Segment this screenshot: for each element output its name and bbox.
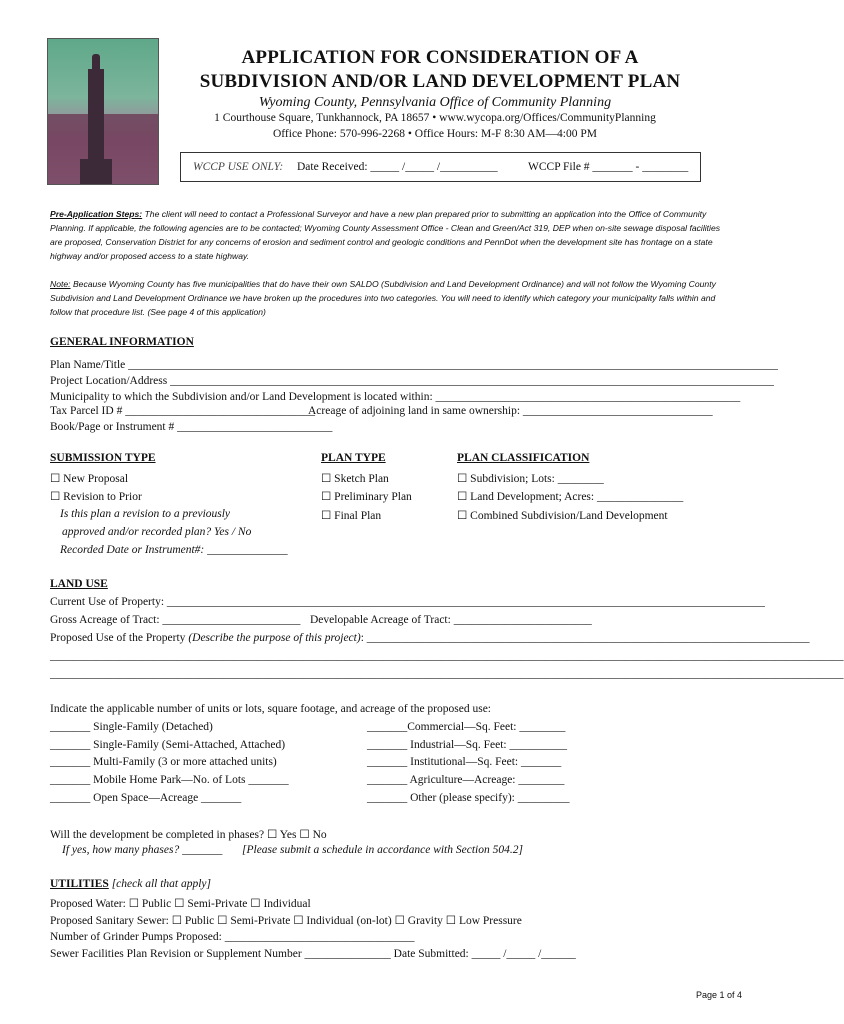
page-title: APPLICATION FOR CONSIDERATION OF A (241, 47, 639, 68)
monument-statue (92, 54, 100, 72)
mobile-home-park-field[interactable]: _______ Mobile Home Park—No. of Lots _______ (50, 774, 289, 786)
acreage-adjoining-field[interactable]: Acreage of adjoining land in same ownership: _________________________________ (308, 405, 713, 417)
note-text: Because Wyoming County has five municipalities that do have their own SALDO (Subdivision and Land Development Ordinance) and will not follow the Wyoming County Subdivision and Land Development Ordinance we have broken up the procedures into two categories. You will need to identify which category your municipality falls within and follow that procedure list. (See page 4 of this application) (50, 279, 716, 317)
plan-name-field[interactable]: Plan Name/Title _________________________________________________________________________________________________________________ (50, 359, 778, 371)
pre-application-paragraph (50, 207, 722, 263)
preliminary-plan-checkbox[interactable]: ☐ Preliminary Plan (321, 491, 412, 503)
utilities-hint: [check all that apply] (111, 878, 212, 890)
recorded-date-field[interactable]: Recorded Date or Instrument#: ______________ (60, 544, 288, 556)
agriculture-field[interactable]: _______ Agriculture—Acreage: ________ (367, 774, 565, 786)
sewer-plan-revision-field[interactable]: Sewer Facilities Plan Revision or Supplement Number _______________ Date Submitted: _____ /_____ /______ (50, 948, 576, 960)
revision-question: Is this plan a revision to a previously (60, 508, 231, 520)
office-address: 1 Courthouse Square, Tunkhannock, PA 18657 • www.wycopa.org/Offices/CommunityPlanning (214, 112, 656, 124)
monument-base (80, 159, 112, 184)
sketch-plan-checkbox[interactable]: ☐ Sketch Plan (321, 473, 389, 485)
plan-type-heading: PLAN TYPE (321, 452, 386, 464)
open-space-field[interactable]: _______ Open Space—Acreage _______ (50, 792, 242, 804)
sewer-options[interactable]: Proposed Sanitary Sewer: ☐ Public ☐ Semi-Private ☐ Individual (on-lot) ☐ Gravity ☐ Low Pressure (50, 915, 522, 927)
note-label: Note: (50, 279, 71, 289)
gross-acreage-field[interactable]: Gross Acreage of Tract: ________________________ (50, 614, 301, 626)
pre-application-text: The client will need to contact a Professional Surveyor and have a new plan prepared prior to submitting an application into the Office of Community Planning. If applicable, the following agencies are to be contacted; Wyoming County Assessment Office - Clean and Green/Act 319, DEP when on-site sewage disposal facilities are proposed, Conservation District for any concerns of erosion and sediment control and geologic conditions and PennDot when the development site has frontage on a state highway and/or proposed access to a state highway. (50, 209, 721, 261)
office-contact: Office Phone: 570-996-2268 • Office Hours: M-F 8:30 AM—4:00 PM (273, 128, 597, 140)
utilities-heading: UTILITIES (50, 878, 109, 890)
page-title-line2: SUBDIVISION AND/OR LAND DEVELOPMENT PLAN (199, 71, 681, 92)
subdivision-checkbox[interactable]: ☐ Subdivision; Lots: ________ (457, 473, 604, 485)
page-number: Page 1 of 4 (695, 990, 742, 1000)
phases-schedule-note: [Please submit a schedule in accordance with Section 504.2] (242, 844, 523, 856)
utilities-heading-row (50, 878, 211, 890)
submission-type-heading: SUBMISSION TYPE (50, 452, 156, 464)
file-number-field[interactable]: WCCP File # _______ - ________ (528, 161, 689, 173)
commercial-field[interactable]: _______Commercial—Sq. Feet: ________ (367, 721, 566, 733)
tax-parcel-field[interactable]: Tax Parcel ID # _________________________________ (50, 405, 315, 417)
land-development-checkbox[interactable]: ☐ Land Development; Acres: _______________ (457, 491, 684, 503)
phases-count-field[interactable]: If yes, how many phases? _______ (62, 844, 223, 856)
project-location-field[interactable]: Project Location/Address _________________________________________________________________________________________________________ (50, 375, 774, 387)
phases-question[interactable]: Will the development be completed in phases? ☐ Yes ☐ No (50, 829, 327, 841)
office-use-label: WCCP USE ONLY: (193, 161, 284, 173)
municipality-field[interactable]: Municipality to which the Subdivision and/or Land Development is located within: _____________________________________________________ (50, 391, 741, 403)
proposed-use-line: : _____________________________________________________________________________ (360, 632, 810, 644)
current-use-field[interactable]: Current Use of Property: ________________________________________________________________________________________________________ (50, 596, 765, 608)
land-use-heading: LAND USE (50, 578, 108, 590)
multi-family-field[interactable]: _______ Multi-Family (3 or more attached units) (50, 756, 277, 768)
plan-classification-heading: PLAN CLASSIFICATION (457, 452, 590, 464)
institutional-field[interactable]: _______ Institutional—Sq. Feet: _______ (367, 756, 562, 768)
other-field[interactable]: _______ Other (please specify): _________ (367, 792, 570, 804)
note-paragraph (50, 277, 722, 319)
single-family-attached-field[interactable]: _______ Single-Family (Semi-Attached, Attached) (50, 739, 286, 751)
office-name: Wyoming County, Pennsylvania Office of Community Planning (258, 95, 612, 110)
units-intro: Indicate the applicable number of units or lots, square footage, and acreage of the proposed use: (50, 703, 491, 715)
proposed-use-line-3[interactable]: __________________________________________________________________________________________________________________________________________ (50, 668, 844, 680)
revision-checkbox[interactable]: ☐ Revision to Prior (50, 491, 142, 503)
single-family-detached-field[interactable]: _______ Single-Family (Detached) (50, 721, 213, 733)
pre-application-label: Pre-Application Steps: (50, 209, 143, 219)
date-received-field[interactable]: Date Received: _____ /_____ /__________ (297, 161, 498, 173)
proposed-use-label: Proposed Use of the Property (50, 632, 186, 644)
water-options[interactable]: Proposed Water: ☐ Public ☐ Semi-Private ☐ Individual (50, 898, 311, 910)
combined-checkbox[interactable]: ☐ Combined Subdivision/Land Development (457, 510, 668, 522)
book-page-field[interactable]: Book/Page or Instrument # ___________________________ (50, 421, 333, 433)
proposed-use-hint: (Describe the purpose of this project) (188, 632, 361, 644)
industrial-field[interactable]: _______ Industrial—Sq. Feet: __________ (367, 739, 567, 751)
office-use-box (180, 152, 701, 182)
new-proposal-checkbox[interactable]: ☐ New Proposal (50, 473, 129, 485)
grinder-pumps-field[interactable]: Number of Grinder Pumps Proposed: _________________________________ (50, 931, 415, 943)
final-plan-checkbox[interactable]: ☐ Final Plan (321, 510, 382, 522)
general-info-heading: GENERAL INFORMATION (50, 336, 194, 348)
proposed-use-line-2[interactable]: __________________________________________________________________________________________________________________________________________ (50, 650, 844, 662)
revision-question-line2: approved and/or recorded plan? Yes / No (62, 526, 252, 538)
proposed-use-field[interactable] (50, 632, 810, 644)
developable-acreage-field[interactable]: Developable Acreage of Tract: ________________________ (310, 614, 592, 626)
